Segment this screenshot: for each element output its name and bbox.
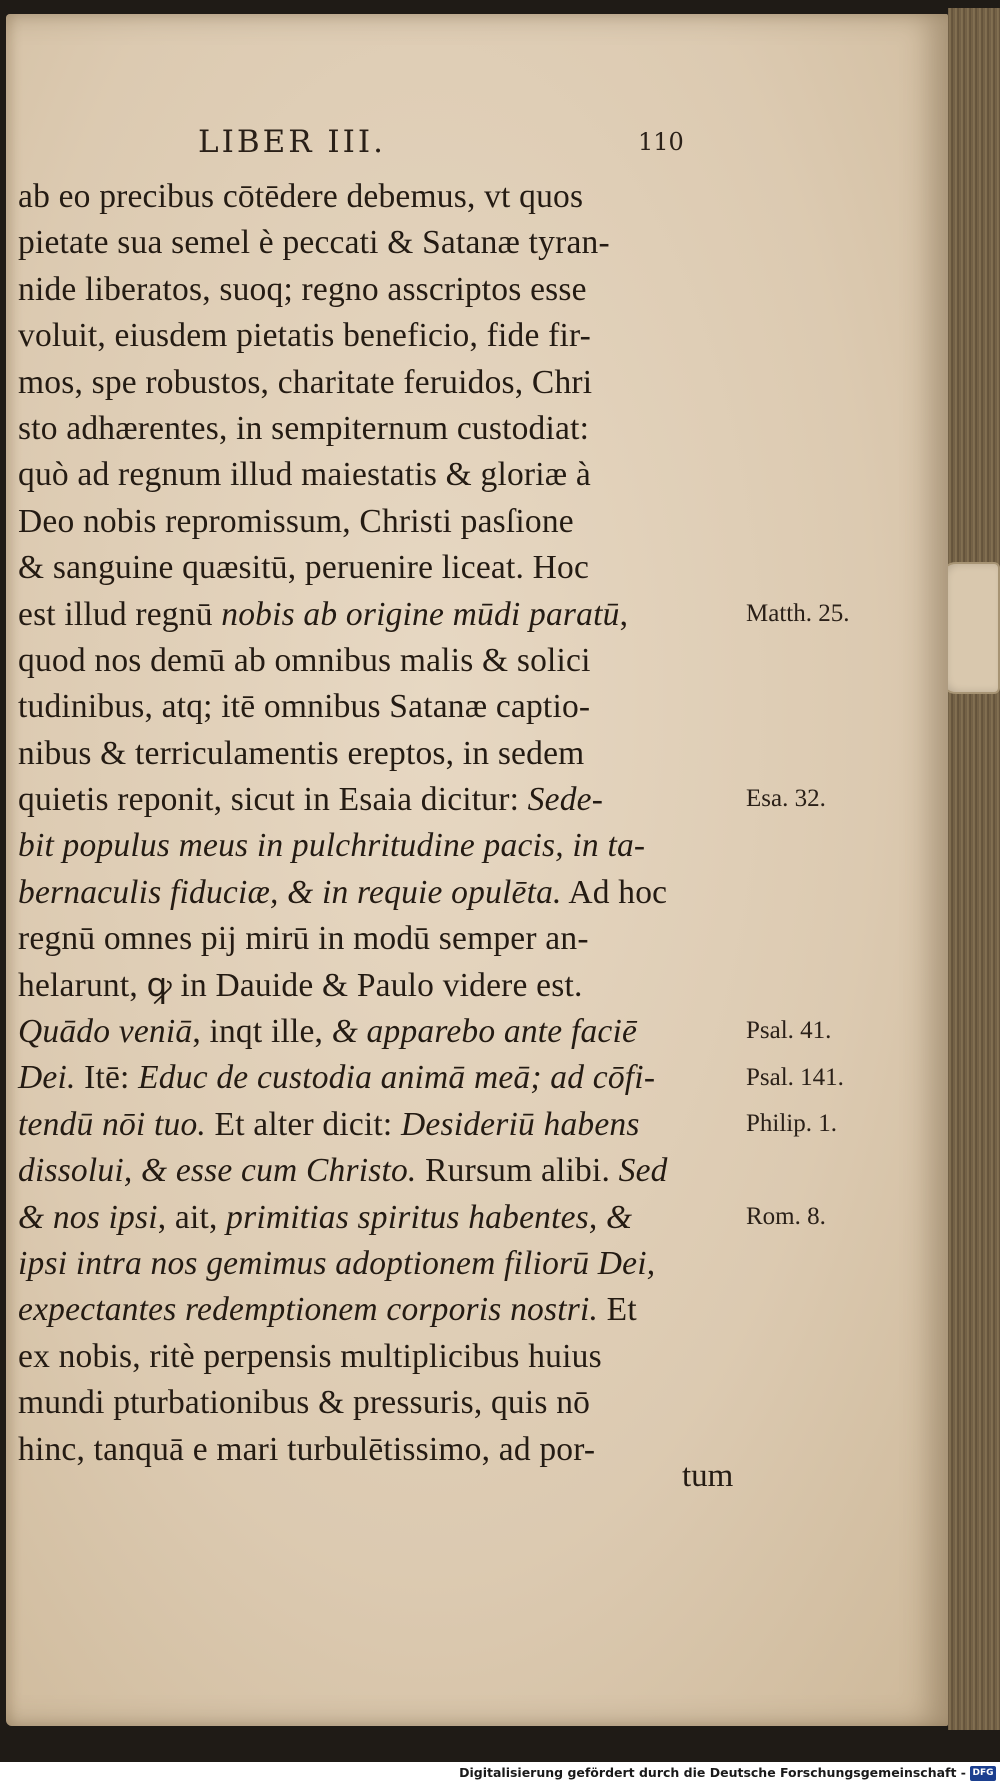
folio-number: 110	[638, 128, 684, 156]
text-line	[18, 684, 740, 730]
text-segment: Et	[598, 1291, 637, 1329]
text-segment: , ait,	[157, 1198, 227, 1236]
catchword: tum	[682, 1458, 734, 1494]
text-segment: Rursum alibi.	[416, 1152, 619, 1190]
text-line	[18, 870, 740, 916]
text-segment: helarunt, ꝙ in Dauide & Paulo videre est.	[18, 966, 583, 1004]
text-segment: pietate sua semel è peccati & Satanæ tyran-	[18, 224, 610, 262]
text-segment: hinc, tanquā e mari turbulētissimo, ad por-	[18, 1430, 596, 1468]
text-segment: sto adhærentes, in sempiternum custodiat:	[18, 409, 590, 447]
text-line	[18, 1009, 740, 1055]
italic-quotation: Sede-	[527, 781, 604, 819]
text-line	[18, 1055, 740, 1101]
italic-quotation: bernaculis fiduciæ, & in requie opulēta.	[18, 873, 562, 911]
text-line	[18, 1241, 740, 1287]
text-segment: quò ad regnum illud maiestatis & gloriæ à	[18, 456, 591, 494]
italic-quotation: ipsi intra nos gemimus adoptionem filiorū Dei,	[18, 1244, 656, 1282]
text-line	[18, 1334, 740, 1380]
italic-quotation: Quādo veniā	[18, 1013, 193, 1051]
italic-quotation: Educ de custodia animā meā; ad cōfi-	[138, 1059, 656, 1097]
text-line	[18, 592, 740, 638]
text-line	[18, 499, 740, 545]
text-line	[18, 174, 740, 220]
text-segment: , inqt ille,	[192, 1013, 332, 1051]
italic-quotation: Sed	[618, 1152, 668, 1190]
footer-credit: Digitalisierung gefördert durch die Deutsche Forschungsgemeinschaft -	[459, 1765, 966, 1780]
margin-note: Rom. 8.	[746, 1202, 826, 1230]
text-segment: tudinibus, atq; itē omnibus Satanæ captio-	[18, 688, 591, 726]
text-line	[18, 916, 740, 962]
body-text	[18, 174, 740, 1473]
italic-quotation: bit populus meus in pulchritudine pacis, in ta-	[18, 827, 646, 865]
italic-quotation: nobis ab origine mūdi paratū	[221, 595, 620, 633]
text-line	[18, 406, 740, 452]
italic-quotation: & nos ipsi	[18, 1198, 158, 1236]
text-line	[18, 963, 740, 1009]
text-segment: ex nobis, ritè perpensis multiplicibus huius	[18, 1337, 602, 1375]
margin-note: Psal. 141.	[746, 1063, 844, 1091]
running-head-title: LIBER III.	[198, 124, 387, 160]
italic-quotation: Desideriū habens	[401, 1105, 640, 1143]
text-line	[18, 452, 740, 498]
italic-quotation: primitias spiritus habentes, &	[226, 1198, 633, 1236]
text-line	[18, 545, 740, 591]
italic-quotation: expectantes redemptionem corporis nostri.	[18, 1291, 599, 1329]
text-segment: quod nos demū ab omnibus malis & solici	[18, 641, 591, 679]
margin-note: Matth. 25.	[746, 599, 850, 627]
text-line	[18, 1427, 740, 1473]
text-line	[18, 823, 740, 869]
text-segment: quietis reponit, sicut in Esaia dicitur:	[18, 781, 528, 819]
dfg-logo: DFG	[970, 1766, 996, 1781]
text-segment: Ad hoc	[561, 873, 668, 911]
text-line	[18, 777, 740, 823]
text-segment: mundi pturbationibus & pressuris, quis nō	[18, 1384, 591, 1422]
text-line	[18, 267, 740, 313]
italic-quotation: Dei.	[18, 1059, 76, 1097]
text-segment: ab eo precibus cōtēdere debemus, vt quos	[18, 178, 584, 215]
text-segment: mos, spe robustos, charitate feruidos, Chri	[18, 363, 593, 401]
italic-quotation: & apparebo ante faciē	[331, 1013, 638, 1051]
text-segment: est illud regnū	[18, 595, 222, 633]
text-segment: Et alter dicit:	[205, 1105, 401, 1143]
text-line	[18, 1148, 740, 1194]
text-segment: regnū omnes pij mirū in modū semper an-	[18, 920, 589, 958]
text-segment: nide liberatos, suoq; regno asscriptos esse	[18, 270, 587, 308]
italic-quotation: dissolui, & esse cum Christo.	[18, 1152, 417, 1190]
text-line	[18, 731, 740, 777]
text-segment: nibus & terriculamentis ereptos, in sedem	[18, 734, 585, 772]
text-line	[18, 1287, 740, 1333]
footer-bar	[0, 1762, 1000, 1785]
text-segment: & sanguine quæsitū, peruenire liceat. Hoc	[18, 549, 590, 587]
margin-notes	[746, 14, 886, 1726]
italic-quotation: tendū nōi tuo.	[18, 1105, 206, 1143]
text-line	[18, 1102, 740, 1148]
text-segment: voluit, eiusdem pietatis beneficio, fide fir-	[18, 317, 592, 355]
text-segment: Deo nobis repromissum, Christi pasſione	[18, 502, 574, 540]
text-line	[18, 1380, 740, 1426]
margin-note: Psal. 41.	[746, 1017, 832, 1045]
text-segment: ,	[619, 595, 629, 633]
margin-note: Esa. 32.	[746, 785, 826, 813]
text-line	[18, 360, 740, 406]
bookmark-tab	[940, 562, 1000, 694]
text-line	[18, 1195, 740, 1241]
text-line	[18, 220, 740, 266]
text-line	[18, 313, 740, 359]
text-line	[18, 638, 740, 684]
book-edge	[948, 8, 1000, 1730]
margin-note: Philip. 1.	[746, 1110, 837, 1137]
book-page	[6, 14, 948, 1726]
text-segment: Itē:	[75, 1059, 139, 1097]
